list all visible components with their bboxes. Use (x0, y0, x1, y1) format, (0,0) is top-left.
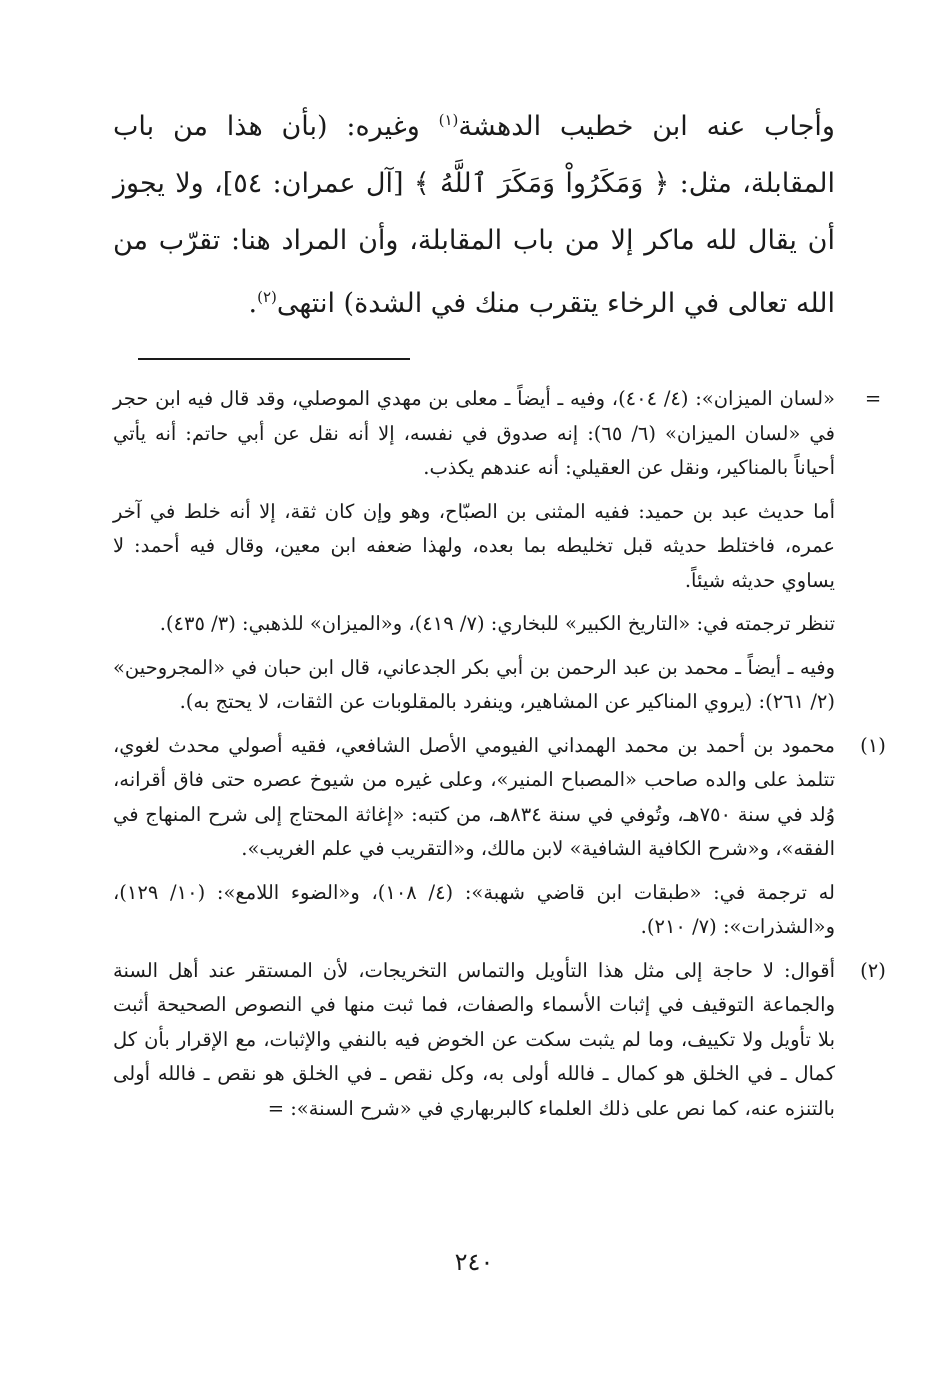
footnote-continuation (113, 382, 882, 720)
footnote-2 (113, 954, 886, 1127)
footnote-paragraph: أما حديث عبد بن حميد: ففيه المثنى بن الصبّاح، وهو وإن كان ثقة، إلا أنه خلط في آخر عمره، فاختلط حديثه قبل تخليطه بما بعده، ولهذا ضعفه ابن معين، وقال فيه أحمد: لا يساوي حديثه شيئاً. (113, 499, 835, 592)
continuation-marker: = (864, 387, 882, 410)
main-text-segment: وغيره: (بأن هذا من باب المقابلة، مثل: (113, 111, 836, 199)
quran-verse: ﴿ وَمَكَرُواْ وَمَكَرَ ٱللَّهُ ﴾ (413, 168, 670, 199)
main-text-opening: وأجاب عنه ابن خطيب الدهشة (458, 111, 835, 142)
footnote-paragraph: له ترجمة في: «طبقات ابن قاضي شهبة»: (٤/ ١٠٨)، و«الضوء اللامع»: (١٠/ ١٢٩)، و«الشذرات»: (٧/ ٢١٠). (113, 880, 835, 938)
footnotes (113, 382, 886, 1135)
footnote-paragraph: وفيه ـ أيضاً ـ محمد بن عبد الرحمن بن أبي بكر الجدعاني، قال ابن حبان في «المجروحين» (٢/ ٢٦١): (يروي المناكير عن المشاهير، وينفرد بالمقلوبات عن الثقات، لا يحتج به). (113, 655, 835, 713)
page-number: ٢٤٠ (454, 1248, 494, 1276)
footnote-1-marker: (١) (860, 733, 886, 757)
footnote-paragraph: أقوال: لا حاجة إلى مثل هذا التأويل والتماس التخريجات، لأن المستقر عند أهل السنة والجماعة التوقيف في إثبات الأسماء والصفات، فما ثبت منها في النصوص الصحيحة أثبت بلا تأويل ولا تكييف، وما لم يثبت سكت عن الخوض فيه بالنفي والإثبات، مع الإقرار بأن كل كمال ـ في الخلق هو كمال ـ فالله أولى به، وكل نقص ـ في الخلق هو نقص ـ فالله أولى بالتنزه عنه، كما نص على ذلك العلماء كالبربهاري في «شرح السنة»: = (113, 958, 835, 1120)
footnote-1 (113, 729, 886, 945)
footnote-2-marker: (٢) (860, 958, 886, 982)
main-text (113, 92, 835, 332)
footnote-paragraph: محمود بن أحمد بن محمد الهمداني الفيومي الأصل الشافعي، فقيه أصولي محدث لغوي، تتلمذ على والده صاحب «المصباح المنير»، وعلى غيره من شيوخ عصره حتى فاق أقرانه، وُلد في سنة ٧٥٠هـ، وتُوفي في سنة ٨٣٤هـ، من كتبه: «إغاثة المحتاج إلى شرح المنهاج في الفقه»، و«شرح الكافية الشافية» لابن مالك، و«التقريب في علم الغريب». (113, 733, 835, 860)
main-text-segment: [آل عمران: ٥٤]، ولا يجوز أن يقال لله ماكر إلا من باب المقابلة، وأن المراد هنا: تقرّب من الله تعالى في الرخاء يتقرب منك في الشدة) انتهى (113, 168, 835, 319)
footnote-ref-1[interactable]: (١) (438, 111, 459, 129)
main-text-end: . (248, 288, 258, 319)
footnote-paragraph: «لسان الميزان»: (٤/ ٤٠٤)، وفيه ـ أيضاً ـ معلى بن مهدي الموصلي، وقد قال فيه ابن حجر في «لسان الميزان» (٦/ ٦٥): إنه صدوق في نفسه، إلا أنه نقل عن أبي حاتم: أنه يأتي أحياناً بالمناكير، ونقل عن العقيلي: أنه عندهم يكذب. (113, 387, 835, 479)
footnote-ref-2[interactable]: (٢) (257, 288, 277, 306)
footnote-paragraph: تنظر ترجمته في: «التاريخ الكبير» للبخاري: (٧/ ٤١٩)، و«الميزان» للذهبي: (٣/ ٤٣٥). (159, 612, 835, 635)
footnote-separator (138, 358, 410, 360)
